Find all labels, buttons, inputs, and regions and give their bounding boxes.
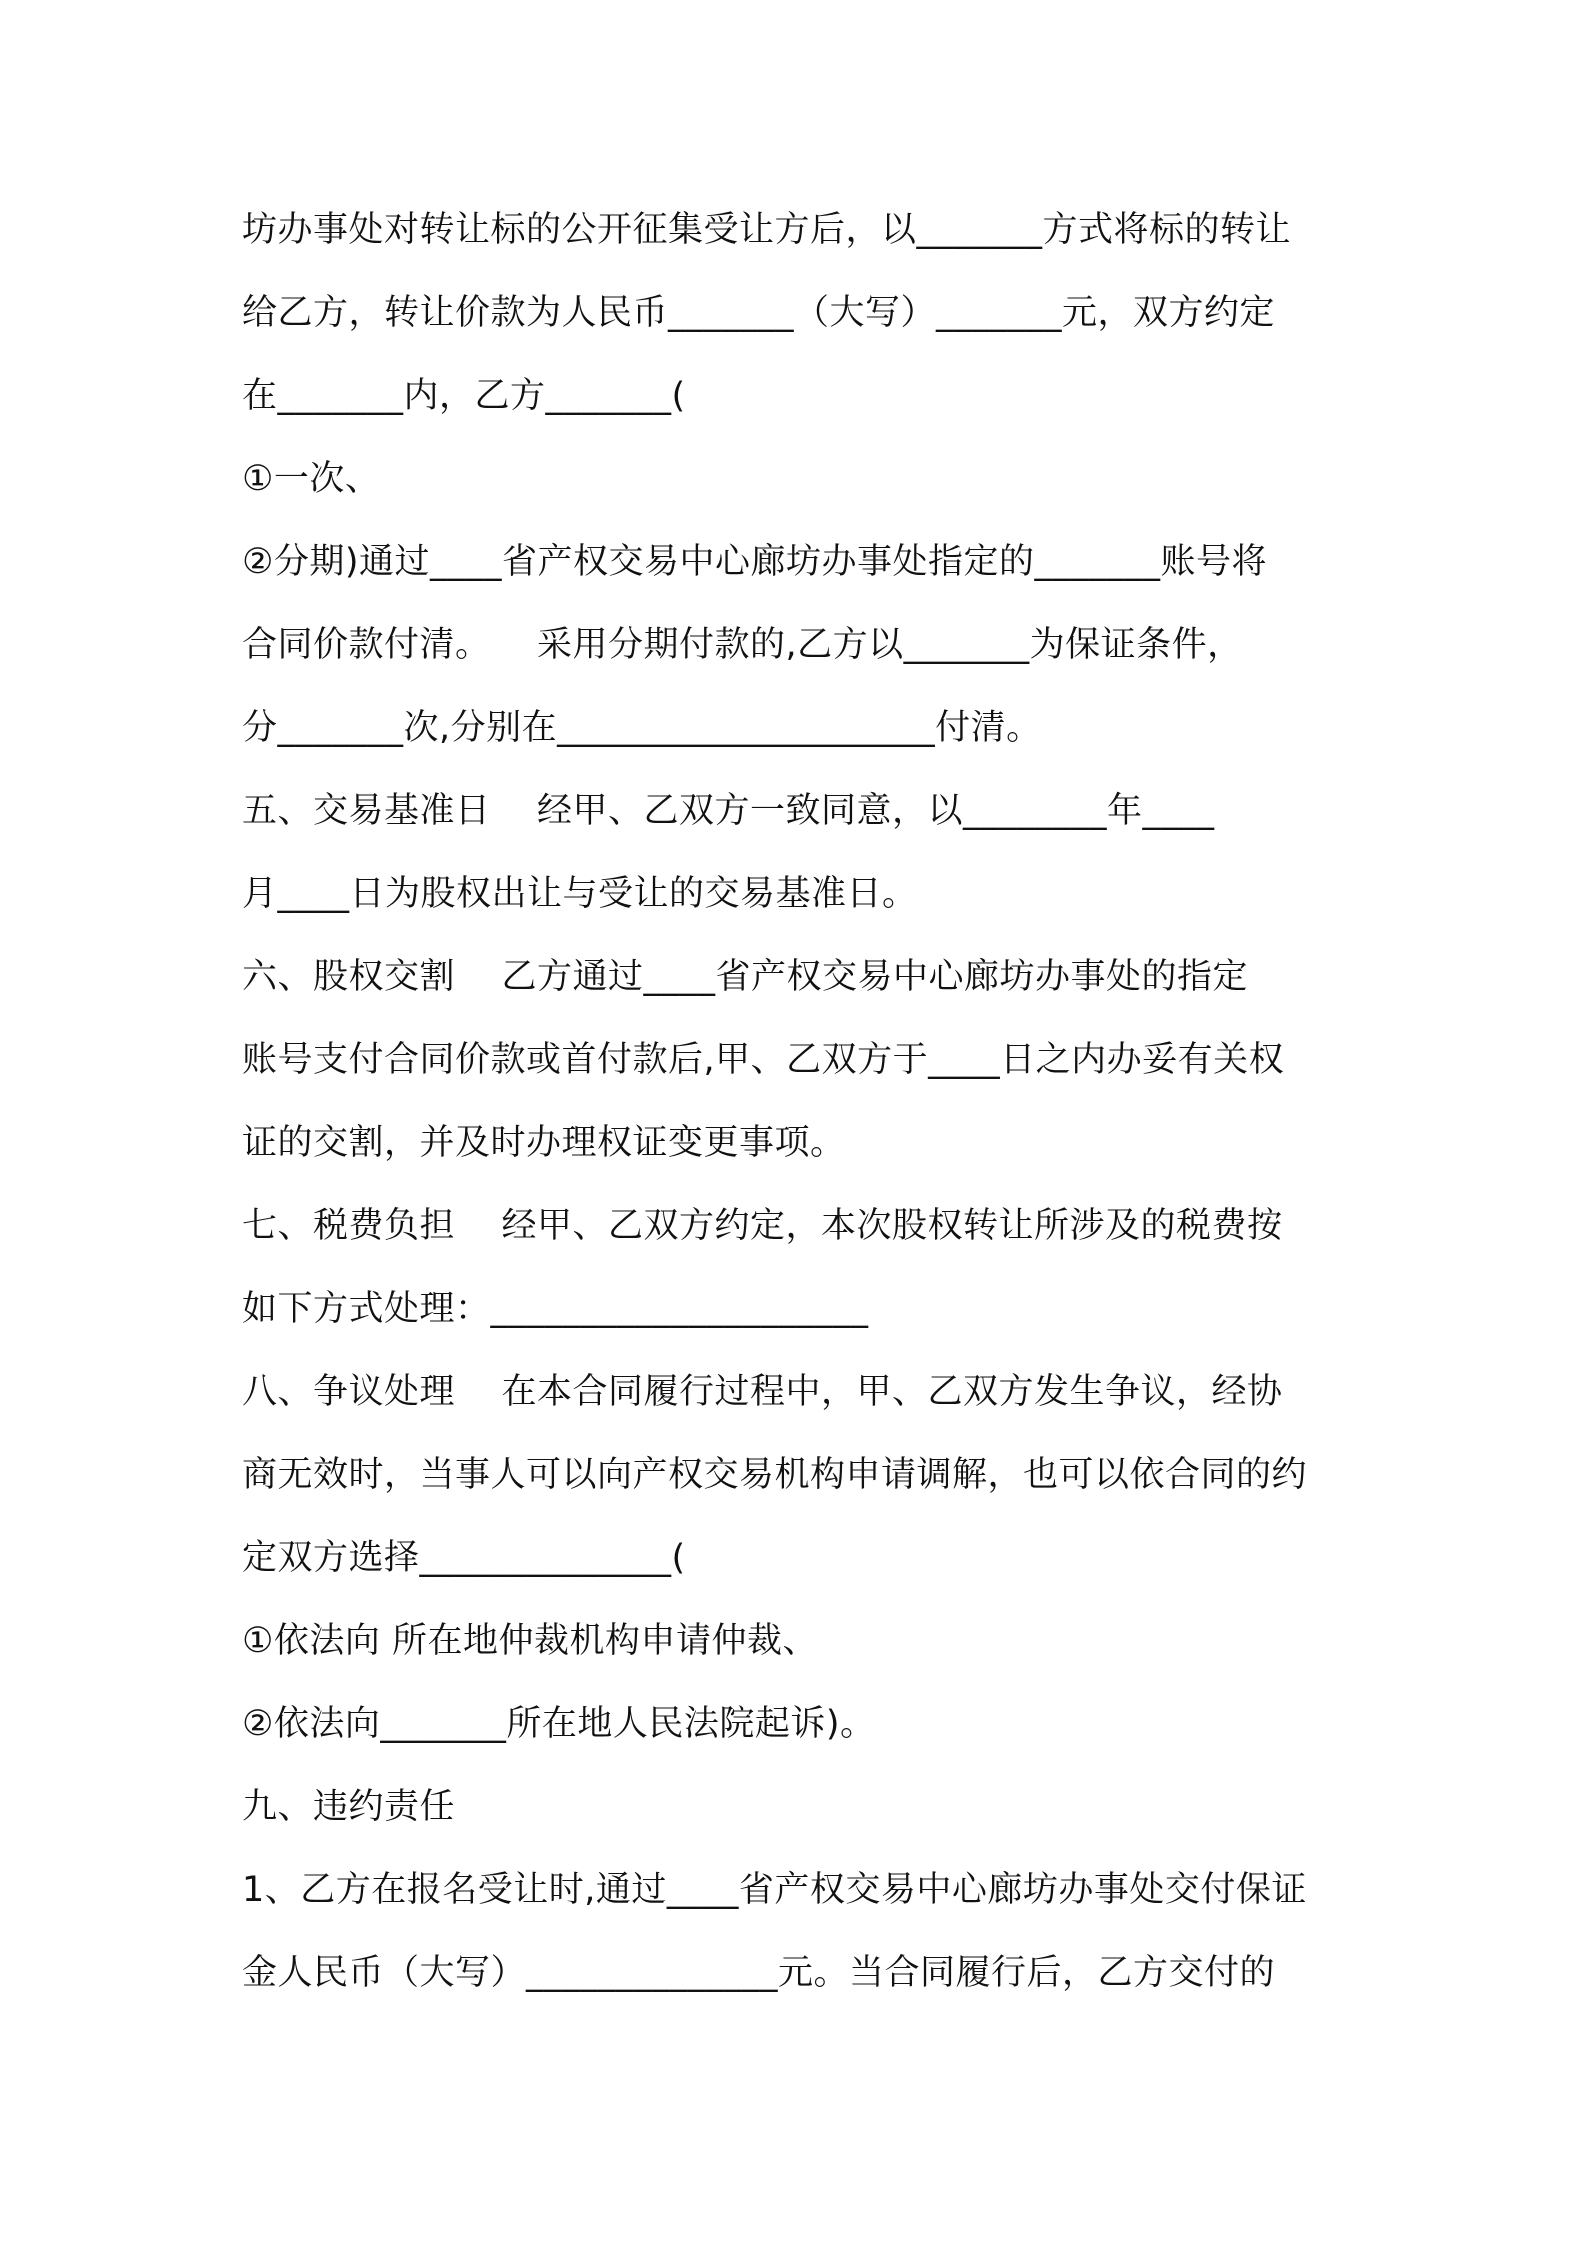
section-heading-line: 七、税费负担 经甲、乙双方约定，本次股权转让所涉及的税费按 <box>242 1206 1283 1246</box>
text-line: 金人民币（大写）______________元。当合同履行后，乙方交付的 <box>242 1953 1276 1993</box>
text-line: 分_______次,分别在_____________________付清。 <box>242 708 1042 748</box>
text-line: 给乙方，转让价款为人民币_______（大写）_______元，双方约定 <box>242 293 1276 333</box>
text-line: 月____日为股权出让与受让的交易基准日。 <box>242 874 918 914</box>
section-heading-line: 六、股权交割 乙方通过____省产权交易中心廊坊办事处的指定 <box>242 957 1249 997</box>
section-heading-line: 五、交易基准日 经甲、乙双方一致同意，以________年____ <box>242 791 1215 831</box>
text-line: 合同价款付清。 采用分期付款的,乙方以_______为保证条件， <box>242 625 1243 665</box>
text-line: 账号支付合同价款或首付款后,甲、乙双方于____日之内办妥有关权 <box>242 1040 1285 1080</box>
text-line: 1、乙方在报名受让时,通过____省产权交易中心廊坊办事处交付保证 <box>242 1870 1307 1910</box>
text-line: 坊办事处对转让标的公开征集受让方后，以_______方式将标的转让 <box>242 210 1292 250</box>
text-line: ①一次、 <box>242 459 381 499</box>
text-line: 如下方式处理：_____________________ <box>242 1289 869 1329</box>
text-line: 商无效时，当事人可以向产权交易机构申请调解，也可以依合同的约 <box>242 1455 1308 1495</box>
section-heading-line: 九、违约责任 <box>242 1787 456 1827</box>
section-heading-line: 八、争议处理 在本合同履行过程中，甲、乙双方发生争议，经协 <box>242 1372 1283 1412</box>
text-line: ②分期)通过____省产权交易中心廊坊办事处指定的_______账号将 <box>242 542 1268 582</box>
text-line: 定双方选择______________( <box>242 1538 686 1578</box>
text-line: ①依法向 所在地仲裁机构申请仲裁、 <box>242 1621 819 1661</box>
text-line: ②依法向_______所在地人民法院起诉)。 <box>242 1704 876 1744</box>
text-line: 证的交割，并及时办理权证变更事项。 <box>242 1123 846 1163</box>
text-line: 在_______内，乙方_______( <box>242 376 686 416</box>
